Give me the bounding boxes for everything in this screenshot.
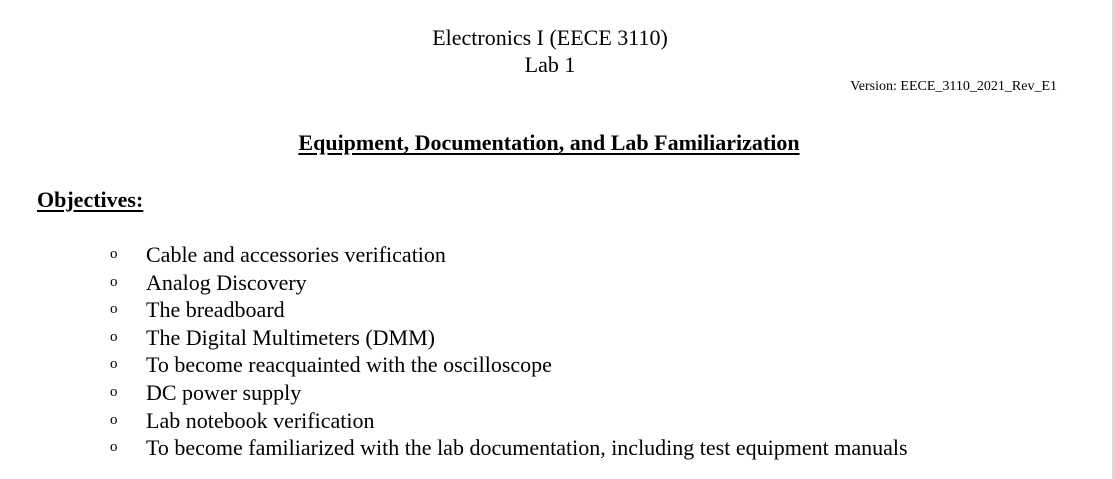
- course-title: Electronics I (EECE 3110): [432, 25, 668, 50]
- bullet-icon: o: [110, 273, 118, 290]
- objective-text: The breadboard: [146, 297, 285, 323]
- lab-number: Lab 1: [524, 52, 576, 77]
- bullet-icon: o: [110, 301, 118, 318]
- objective-text: Lab notebook verification: [146, 407, 375, 433]
- bullet-icon: o: [110, 439, 118, 456]
- bullet-icon: o: [110, 246, 118, 262]
- objective-text: Cable and accessories verification: [146, 242, 446, 267]
- bullet-icon: o: [110, 328, 118, 345]
- objective-text: DC power supply: [146, 379, 302, 405]
- objective-text: The Digital Multimeters (DMM): [146, 324, 436, 350]
- objective-text: To become familiarized with the lab documentation, including test equipment manuals: [146, 435, 908, 461]
- objectives-heading: Objectives:: [37, 187, 144, 212]
- objective-text: To become reacquainted with the oscilloscope: [146, 352, 552, 378]
- bullet-icon: o: [110, 411, 118, 428]
- document-heading: Equipment, Documentation, and Lab Familiarization: [298, 130, 800, 155]
- objective-text: Analog Discovery: [146, 269, 307, 295]
- bullet-icon: o: [110, 383, 118, 400]
- bullet-icon: o: [110, 356, 118, 373]
- version-label: Version: EECE_3110_2021_Rev_E1: [850, 79, 1057, 94]
